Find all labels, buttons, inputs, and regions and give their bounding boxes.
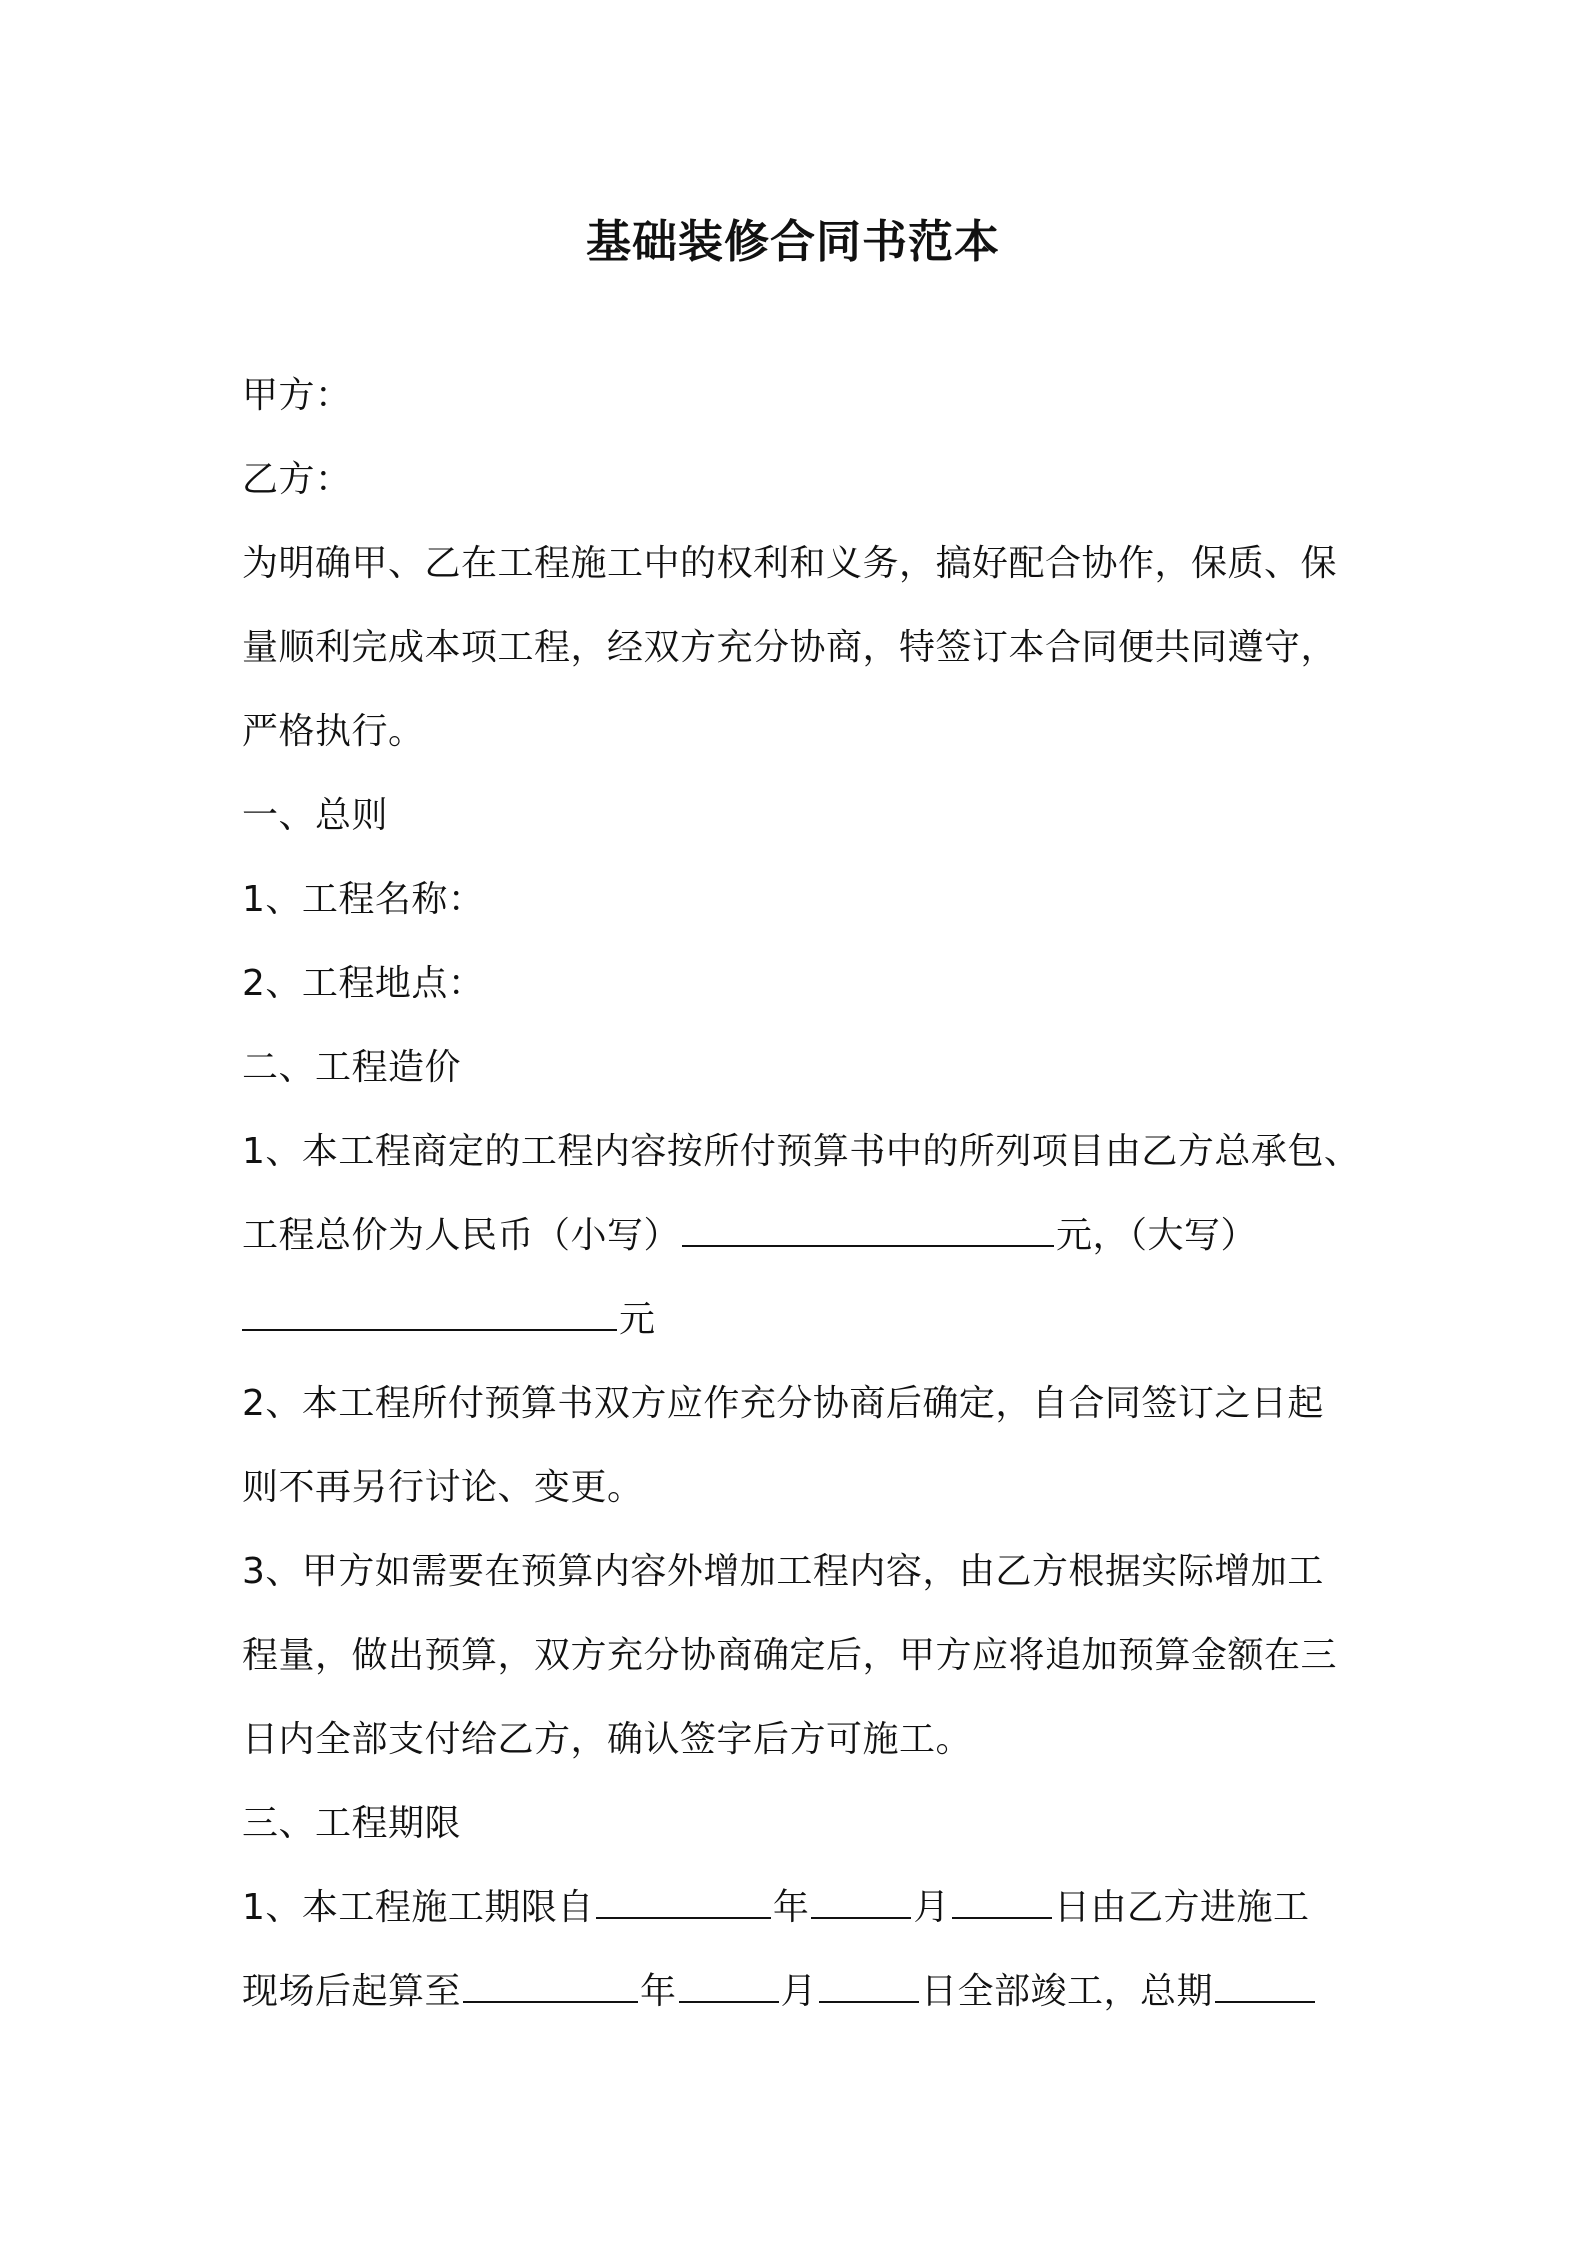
period-end-label: 现场后起算至 (242, 1971, 462, 2012)
section-3-heading: 三、工程期限 (242, 1803, 462, 1844)
project-name-line: 1、工程名称： (242, 879, 485, 920)
cost-item-2-line-2: 则不再另行讨论、变更。 (242, 1467, 644, 1508)
document-body (242, 365, 1372, 2045)
day-start-label: 日由乙方进施工 (1053, 1887, 1310, 1928)
party-a-line: 甲方： (242, 375, 352, 416)
amount-lowercase-blank (682, 1205, 1054, 1247)
start-day-blank (952, 1877, 1052, 1919)
total-period-blank (1215, 1961, 1315, 2003)
intro-line-1: 为明确甲、乙在工程施工中的权利和义务，搞好配合协作，保质、保 (242, 543, 1338, 584)
month-label-2: 月 (780, 1971, 818, 2012)
period-start-label: 1、本工程施工期限自 (242, 1887, 594, 1928)
cost-item-1-line-3 (242, 1289, 1372, 1373)
cost-item-3-line-3: 日内全部支付给乙方，确认签字后方可施工。 (242, 1719, 973, 1760)
month-label-1: 月 (913, 1887, 950, 1928)
section-1-heading: 一、总则 (242, 795, 389, 836)
total-price-label: 工程总价为人民币（小写） (242, 1215, 681, 1256)
document-title: 基础装修合同书范本 (585, 215, 1000, 268)
yuan-label: 元 (619, 1299, 656, 1340)
intro-line-3: 严格执行。 (242, 711, 425, 752)
cost-item-1-line-1: 1、本工程商定的工程内容按所付预算书中的所列项目由乙方总承包、 (242, 1131, 1361, 1172)
end-day-blank (819, 1961, 919, 2003)
start-year-blank (596, 1877, 771, 1919)
cost-item-1-line-2 (242, 1205, 1372, 1289)
yuan-uppercase-label: 元，（大写） (1056, 1215, 1258, 1256)
project-location-line: 2、工程地点： (242, 963, 485, 1004)
cost-item-3-line-1: 3、甲方如需要在预算内容外增加工程内容，由乙方根据实际增加工 (242, 1551, 1324, 1592)
cost-item-3-line-2: 程量，做出预算，双方充分协商确定后，甲方应将追加预算金额在三 (242, 1635, 1338, 1676)
period-item-1-line-2 (242, 1961, 1372, 2045)
year-label-2: 年 (640, 1971, 677, 2012)
section-2-heading: 二、工程造价 (242, 1047, 462, 1088)
intro-line-2: 量顺利完成本项工程，经双方充分协商，特签订本合同便共同遵守， (242, 627, 1338, 668)
period-item-1-line-1 (242, 1877, 1372, 1961)
year-label-1: 年 (772, 1887, 810, 1928)
end-month-blank (679, 1961, 779, 2003)
completion-label: 日全部竣工，总期 (921, 1971, 1214, 2012)
party-b-line: 乙方： (242, 459, 352, 500)
cost-item-2-line-1: 2、本工程所付预算书双方应作充分协商后确定，自合同签订之日起 (242, 1383, 1324, 1424)
end-year-blank (463, 1961, 638, 2003)
amount-uppercase-blank (242, 1289, 617, 1331)
start-month-blank (811, 1877, 911, 1919)
